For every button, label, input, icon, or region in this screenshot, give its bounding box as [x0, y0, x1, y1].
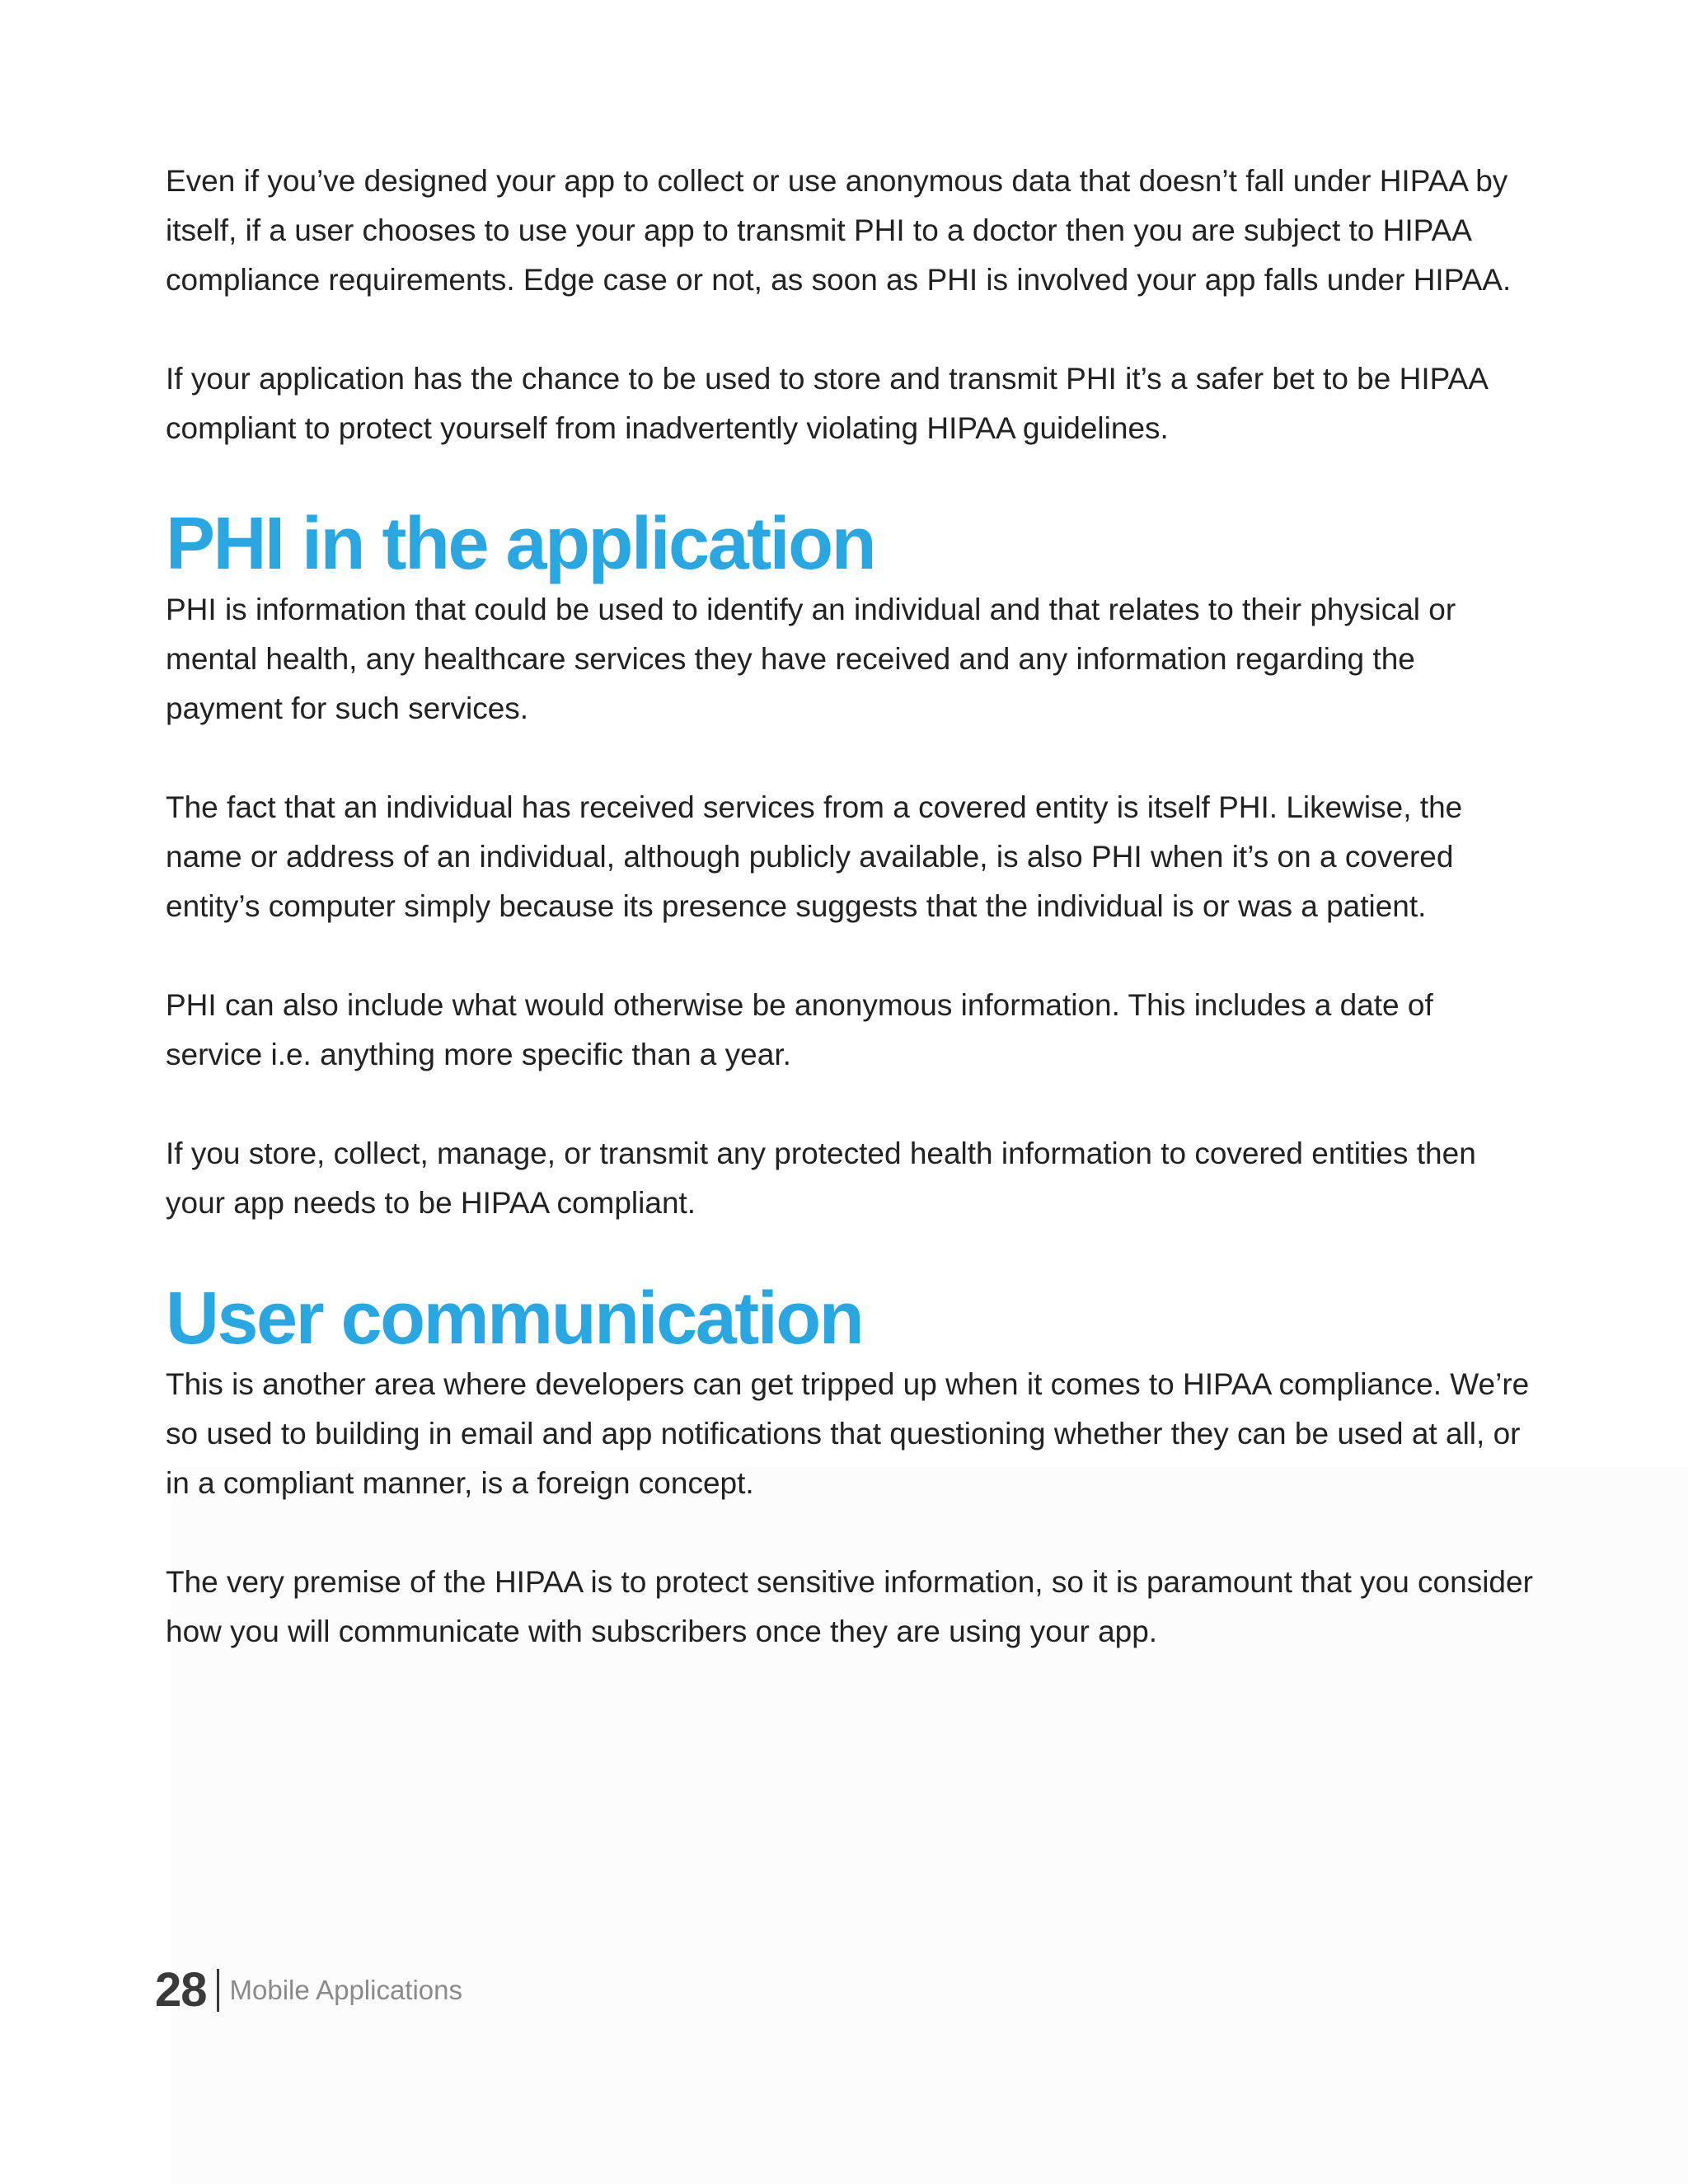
- footer-section-label: Mobile Applications: [229, 1975, 463, 2005]
- phi-paragraph-3: PHI can also include what would otherwise be anonymous information. This includes a date of service i.e. anything more specific than a year.: [166, 988, 1433, 1071]
- page-number: 28: [155, 1963, 207, 2017]
- user-comm-paragraph-1: This is another area where developers can get tripped up when it comes to HIPAA compliance. We’re so used to building in email and app notifications that questioning whether they can be used at all, or in a compliant manner, is a foreign concept.: [166, 1367, 1530, 1500]
- page-content: [166, 157, 1534, 1706]
- section-heading-user-communication: User communication: [166, 1277, 863, 1360]
- section-heading-phi: PHI in the application: [166, 503, 875, 585]
- phi-paragraph-1: PHI is information that could be used to identify an individual and that relates to their physical or mental health, any healthcare services they have received and any information regarding the payment for such services.: [166, 593, 1456, 725]
- intro-paragraph-1: Even if you’ve designed your app to collect or use anonymous data that doesn’t fall under HIPAA by itself, if a user chooses to use your app to transmit PHI to a doctor then you are subject to HIPAA compliance requirements. Edge case or not, as soon as PHI is involved your app falls under HIPAA.: [166, 164, 1512, 297]
- intro-paragraph-2: If your application has the chance to be used to store and transmit PHI it’s a safer bet to be HIPAA compliant to protect yourself from inadvertently violating HIPAA guidelines.: [166, 362, 1487, 445]
- page-footer: [155, 1963, 463, 2017]
- user-comm-paragraph-2: The very premise of the HIPAA is to protect sensitive information, so it is paramount that you consider how you will communicate with subscribers once they are using your app.: [166, 1565, 1533, 1648]
- footer-divider: [217, 1969, 219, 2012]
- phi-paragraph-2: The fact that an individual has received services from a covered entity is itself PHI. Likewise, the name or address of an individual, although publicly available, is also PHI when it’s on a covered entity’s computer simply because its presence suggests that the individual is or was a patient.: [166, 790, 1463, 923]
- phi-paragraph-4: If you store, collect, manage, or transmit any protected health information to covered entities then your app needs to be HIPAA compliant.: [166, 1137, 1476, 1220]
